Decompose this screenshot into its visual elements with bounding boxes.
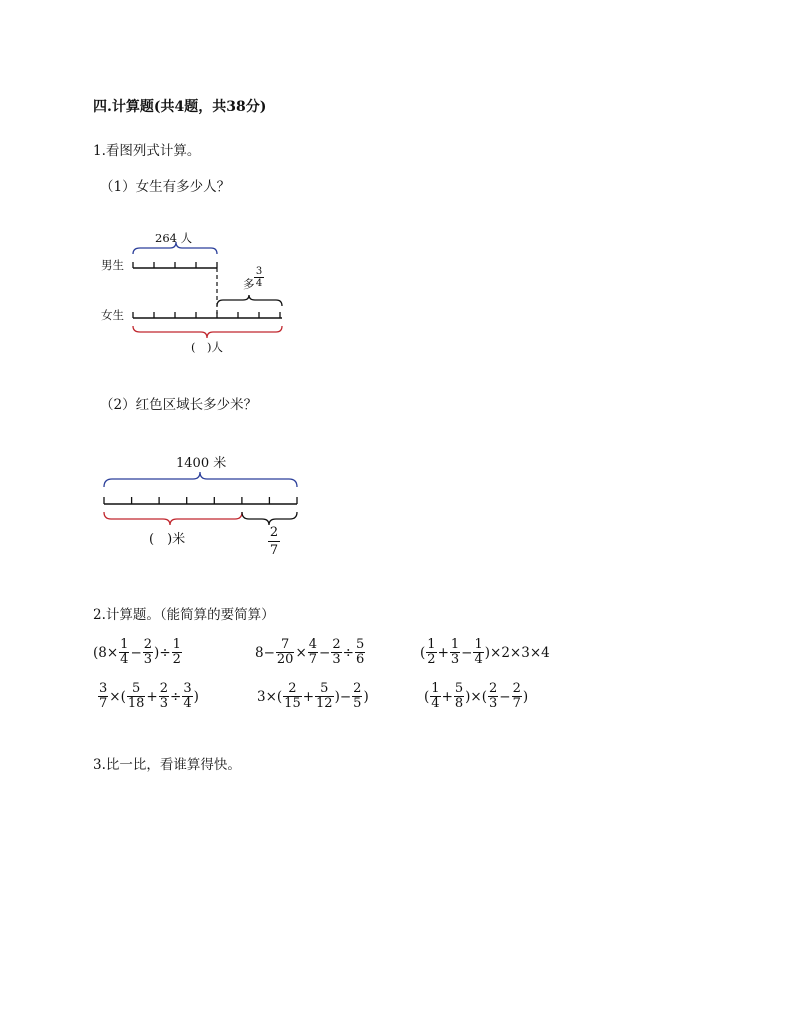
girls-label: 女生 bbox=[101, 308, 124, 322]
more-prefix: 多 bbox=[243, 277, 255, 291]
expression-6: ( $\frac{1}{4}$ + $\frac{5}{8}$ )×( $\frac{2}{3}$ − $\frac{2}{7}$ ) bbox=[424, 681, 529, 711]
question-1-part-2-label: （2）红色区域长多少米？ bbox=[100, 397, 258, 413]
remaining-fraction-denominator: 7 bbox=[269, 543, 279, 558]
girls-answer-blank: ( )人 bbox=[191, 340, 223, 354]
boys-count-label: 264 人 bbox=[155, 231, 193, 245]
expression-2: 8− $\frac{7}{20}$ × $\frac{4}{7}$ − $\frac{2}{3}$ ÷ $\frac{5}{6}$ bbox=[255, 637, 365, 667]
remaining-fraction-numerator: 2 bbox=[269, 525, 279, 540]
total-length-label: 1400 米 bbox=[176, 456, 227, 471]
more-fraction-denominator: 4 bbox=[255, 278, 263, 289]
red-length-answer-blank: ( )米 bbox=[149, 532, 186, 547]
question-2-title: 2.计算题。（能简算的要简算） bbox=[93, 607, 275, 623]
question-1-part-1-label: （1）女生有多少人？ bbox=[100, 179, 231, 195]
question-1-title: 1.看图列式计算。 bbox=[93, 143, 201, 159]
expression-5: 3×( $\frac{2}{15}$ + $\frac{5}{12}$ )− $\frac{2}{5}$ ) bbox=[257, 681, 369, 711]
expression-4: $\frac{3}{7}$ ×( $\frac{5}{18}$ + $\frac{2}{3}$ ÷ $\frac{3}{4}$ ) bbox=[99, 681, 199, 711]
more-fraction-numerator: 3 bbox=[255, 266, 263, 277]
expression-1: (8× $\frac{1}{4}$ − $\frac{2}{3}$ )÷ $\frac{1}{2}$ bbox=[93, 637, 181, 667]
question-3-title: 3.比一比，看谁算得快。 bbox=[93, 757, 241, 773]
expression-3: ( $\frac{1}{2}$ + $\frac{1}{3}$ − $\frac{1}{4}$ )×2×3×4 bbox=[420, 637, 550, 667]
section-title: 四.计算题(共4题，共38分) bbox=[93, 99, 267, 115]
boys-label: 男生 bbox=[101, 258, 124, 272]
